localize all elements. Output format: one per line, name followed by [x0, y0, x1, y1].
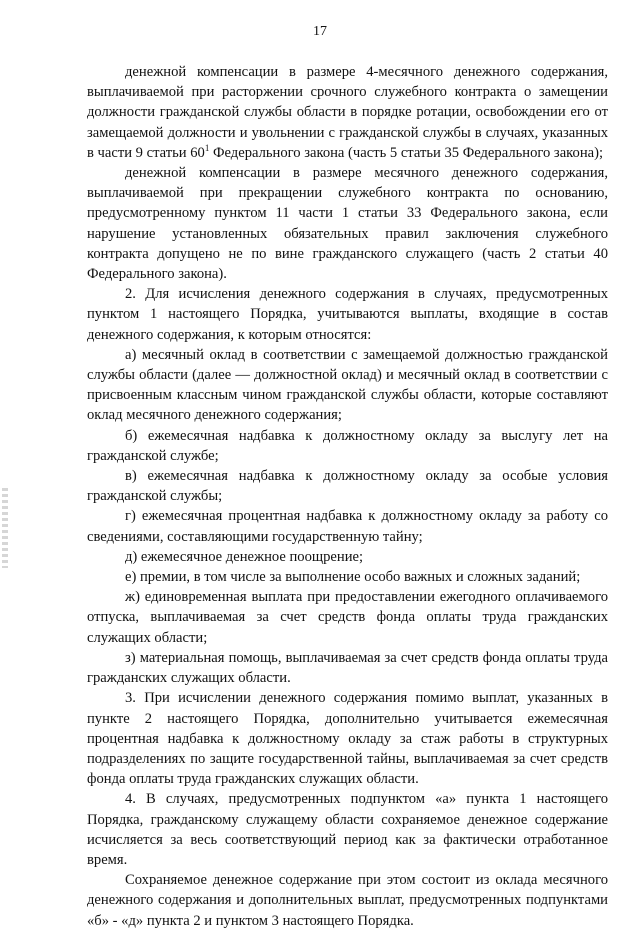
- paragraph-subitem-zh: ж) единовременная выплата при предоставлении ежегодного оплачиваемого отпуска, выплачиваемая за счет средств фонда оплаты труда гражданских служащих области;: [87, 589, 608, 646]
- paragraph-item-3: 3. При исчислении денежного содержания помимо выплат, указанных в пункте 2 настоящего Порядка, дополнительно учитывается ежемесячная процентная надбавка к должностному окладу за стаж работы в структурных подразделениях по защите государственной тайны, выплачиваемая за счет средств фонда оплаты труда гражданских служащих области.: [87, 690, 608, 788]
- paragraph-subitem-e: е) премии, в том числе за выполнение особо важных и сложных заданий;: [125, 569, 581, 586]
- paragraph-item-4: 4. В случаях, предусмотренных подпунктом «а» пункта 1 настоящего Порядка, гражданскому служащему области сохраняемое денежное содержание исчисляется за весь соответствующий период как за фактически отработанное время.: [87, 791, 608, 868]
- paragraph-subitem-b: б) ежемесячная надбавка к должностному окладу за выслугу лет на гражданской службе;: [87, 427, 608, 464]
- paragraph-compensation-1-month: денежной компенсации в размере месячного денежного содержания, выплачиваемой при прекращении служебного контракта по основанию, предусмотренному пунктом 11 части 1 статьи 33 Федерального закона, если нарушение установленных обязательных правил заключения служебного контракта допущено не по вине гражданского служащего (часть 2 статьи 40 Федерального закона).: [87, 165, 608, 283]
- page-number: 17: [313, 24, 327, 39]
- paragraph-subitem-v: в) ежемесячная надбавка к должностному окладу за особые условия гражданской службы;: [87, 468, 608, 505]
- paragraph-subitem-z: з) материальная помощь, выплачиваемая за счет средств фонда оплаты труда гражданских служащих области.: [87, 649, 608, 687]
- document-body: [87, 62, 608, 931]
- paragraph-item-2: 2. Для исчисления денежного содержания в случаях, предусмотренных пунктом 1 настоящего Порядка, учитываются выплаты, входящие в состав денежного содержания, к которым относятся:: [87, 286, 608, 343]
- margin-scan-mark: [2, 488, 8, 568]
- paragraph-compensation-4-month: денежной компенсации в размере 4-месячного денежного содержания, выплачиваемой при расторжении срочного служебного контракта о замещении должности гражданской службы области в порядке ротации, освобождении его от замещаемой должности и увольнении с гражданской службы в случаях, указанных в части 9 статьи $60^1$ Федерального закона (часть 5 статьи 35 Федерального закона);: [87, 64, 608, 161]
- paragraph-subitem-d: д) ежемесячное денежное поощрение;: [125, 548, 364, 565]
- superscript-marker: 1: [204, 142, 210, 153]
- paragraph-subitem-g: г) ежемесячная процентная надбавка к должностному окладу за работу со сведениями, составляющими государственную тайну;: [87, 508, 608, 545]
- paragraph-subitem-a: а) месячный оклад в соответствии с замещаемой должностью гражданской службы области (далее — должностной оклад) и месячный оклад в соответствии с присвоенным классным чином гражданской службы области, которые составляют оклад месячного денежного содержания;: [87, 346, 608, 424]
- paragraph-retained-salary: Сохраняемое денежное содержание при этом состоит из оклада месячного денежного содержания и дополнительных выплат, предусмотренных подпунктами «б» - «д» пункта 2 и пунктом 3 настоящего Порядка.: [87, 872, 608, 929]
